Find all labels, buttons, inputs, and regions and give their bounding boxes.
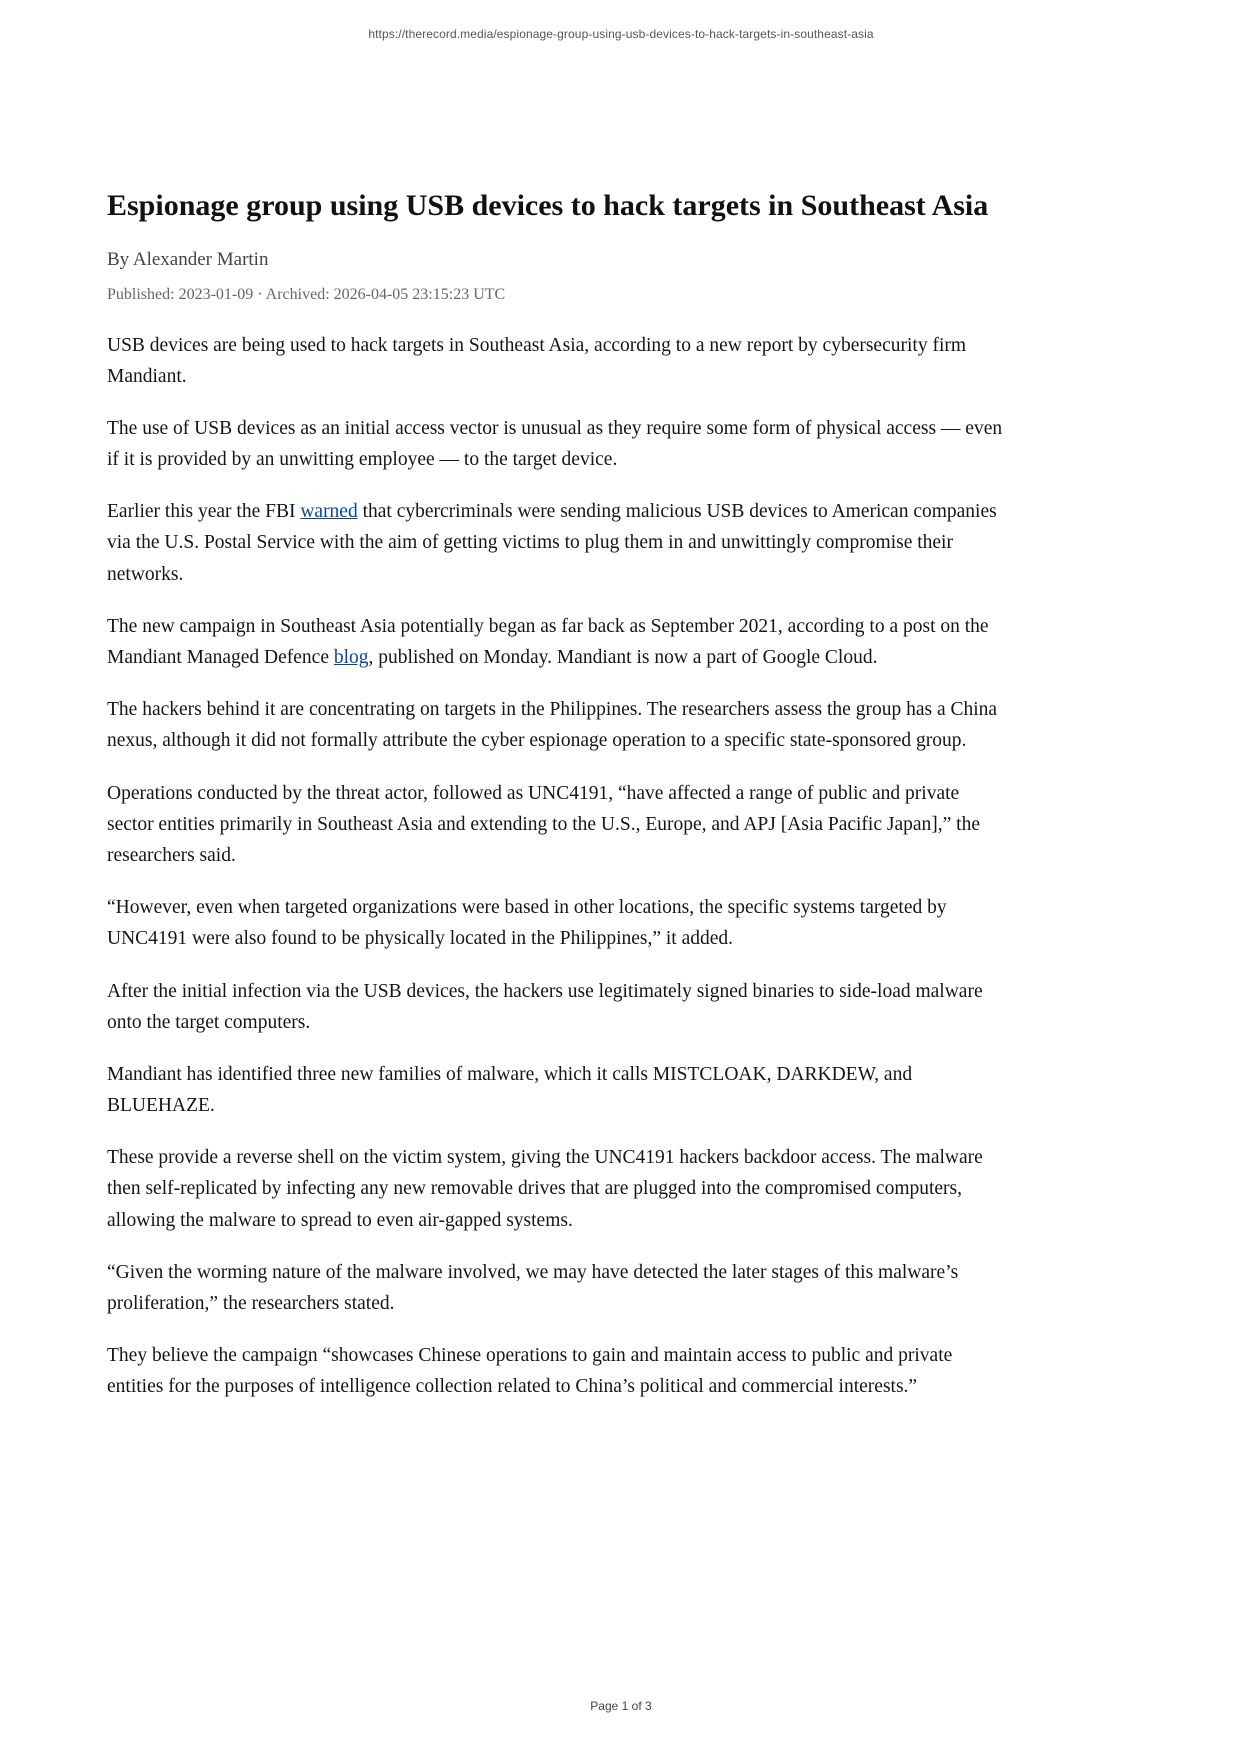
print-header-url: https://therecord.media/espionage-group-using-usb-devices-to-hack-targets-in-southeast-asia (368, 27, 874, 41)
paragraph: Mandiant has identified three new families of malware, which it calls MISTCLOAK, DARKDEW, and BLUEHAZE. (107, 1063, 913, 1117)
paragraph-text: that cybercriminals were sending malicious USB devices to American companies via the U.S. Postal Service with the aim of getting victims to plug them in and unwittingly compromise their networks. (107, 501, 997, 585)
paragraph-text: The new campaign in Southeast Asia potentially began as far back as September 2021, according to a post on the Mandiant Managed Defence (107, 615, 989, 668)
article (107, 180, 1008, 1424)
paragraph: They believe the campaign “showcases Chinese operations to gain and maintain access to public and private entities for the purposes of intelligence collection related to China’s political and commercial interests.” (107, 1345, 953, 1398)
warned-link[interactable]: warned (300, 501, 358, 523)
paragraph: These provide a reverse shell on the victim system, giving the UNC4191 hackers backdoor access. The malware then self-replicated by infecting any new removable drives that are plugged into the compromised computers, allowing the malware to spread to even air-gapped systems. (107, 1147, 983, 1231)
paragraph: The use of USB devices as an initial access vector is unusual as they require some form of physical access — even if it is provided by an unwitting employee — to the target device. (107, 417, 1003, 471)
paragraph: “Given the worming nature of the malware involved, we may have detected the later stages of this malware’s proliferation,” the researchers stated. (107, 1261, 959, 1314)
paragraph: After the initial infection via the USB devices, the hackers use legitimately signed binaries to side-load malware onto the target computers. (107, 980, 983, 1033)
paragraph: The hackers behind it are concentrating on targets in the Philippines. The researchers assess the group has a China nexus, although it did not formally attribute the cyber espionage operation to a specific state-sponsored group. (107, 699, 998, 752)
paragraph-text: , published on Monday. Mandiant is now a part of Google Cloud. (368, 647, 878, 668)
paragraph: USB devices are being used to hack targets in Southeast Asia, according to a new report by cybersecurity firm Mandiant. (107, 334, 967, 387)
paragraph: Operations conducted by the threat actor, followed as UNC4191, “have affected a range of public and private sector entities primarily in Southeast Asia and extending to the U.S., Europe, and APJ [Asia Pacific Japan],” the researchers said. (107, 782, 980, 866)
paragraph (107, 611, 1008, 673)
blog-link[interactable]: blog (333, 647, 369, 668)
paragraph: “However, even when targeted organizations were based in other locations, the specific systems targeted by UNC4191 were also found to be physically located in the Philippines,” it added. (107, 897, 947, 950)
paragraph (107, 496, 1008, 590)
article-meta: Published: 2023-01-09 · Archived: 2026-04-05 23:15:23 UTC (107, 285, 506, 303)
paragraph-text: Earlier this year the FBI (107, 501, 301, 523)
article-byline: By Alexander Martin (107, 248, 269, 270)
article-title: Espionage group using USB devices to hack targets in Southeast Asia (107, 189, 989, 222)
print-footer-page-number: Page 1 of 3 (590, 1699, 652, 1713)
